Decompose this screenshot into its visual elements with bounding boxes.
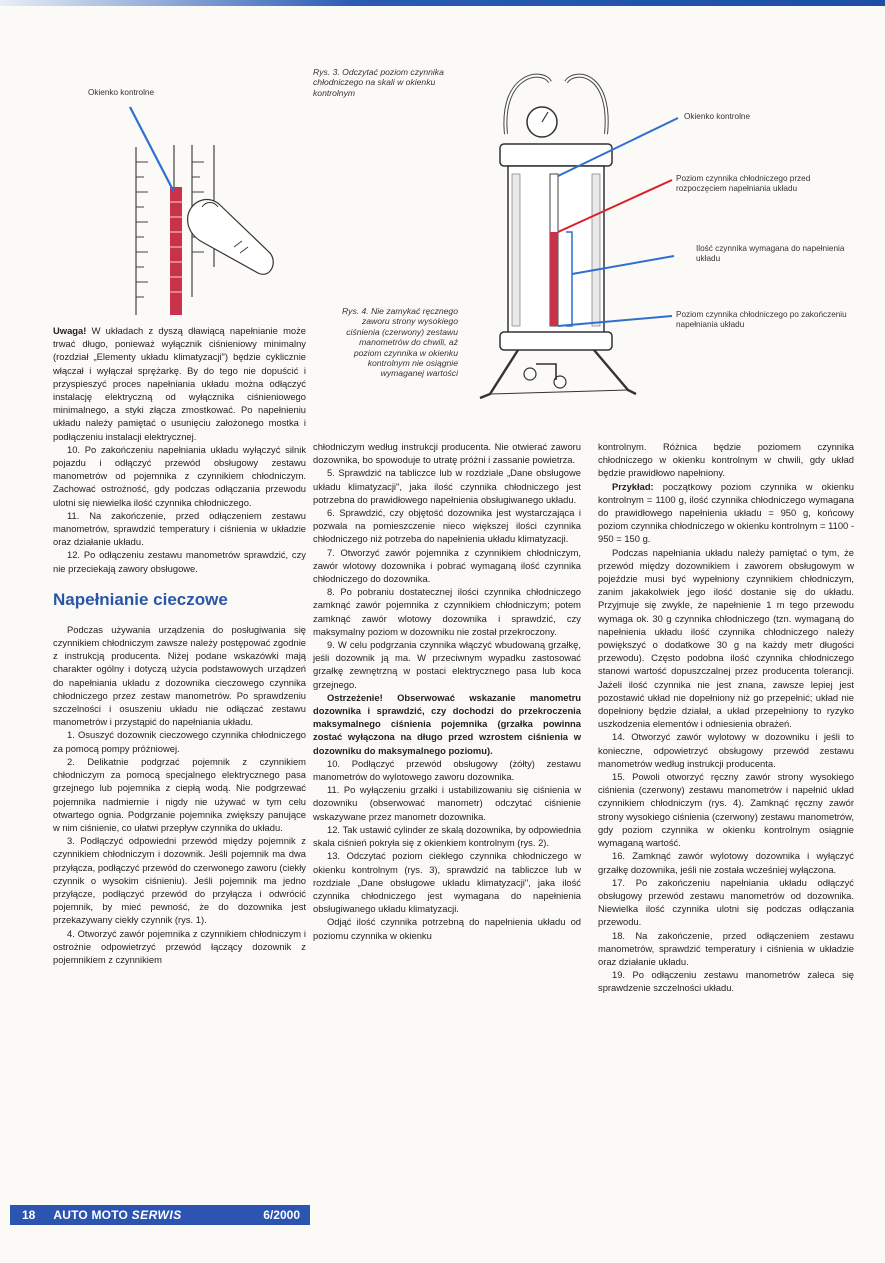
step-1: 1. Osuszyć dozownik cieczowego czynnika chłodniczego za pomocą pompy próżniowej. [53,729,306,754]
step-16: 16. Zamknąć zawór wylotowy dozownika i wyłączyć grzałkę dozownika, jeśli nie została wcześniej wyłączona. [598,850,854,875]
step-19: 19. Po odłączeniu zestawu manometrów zaleca się sprawdzenie szczelności układu. [598,969,854,994]
hose-paragraph: Podczas napełniania układu należy pamiętać o tym, że przewód między dozownikiem i zaworem obsługowym w pojeździe musi być wypełniony czynnikiem chłodniczym, zanim jakakolwiek jego ilość dostanie się do układu. Przyjmuje się zwykle, że napełnienie 1 m tego przewodu wymaga ok. 30 g czynnika chłodniczego (tzn. wymaganą do napełnienia układu ilość czynnika chłodniczego należy powiększyć o dodatkowe 30 g na każdy metr długości przewodu). Często podobna ilość czynnika chłodniczego stanowi wartość dopuszczalnej przez producenta tolerancji. Jażeli ilość czynnika nie jest znana, zawsze lepiej jest pozostawić układ nie dopełniony niż go przepełnić; układ nie dopełniony będzie działał, a układ przepełniony to ryzyko uszkodzenia elementów i odniesienia obrażeń. [598,546,854,730]
step-14: 14. Otworzyć zawór wylotowy w dozowniku i jeśli to konieczne, odpowietrzyć obsługowy przewód zestawu manometrów według instrukcji producenta. [598,731,854,769]
step-11: 11. Na zakończenie, przed odłączeniem zestawu manometrów, sprawdzić temperatury i ciśnienia w układzie oraz działanie układu. [53,509,306,548]
step-13: 13. Odczytać poziom ciekłego czynnika chłodniczego w okienku kontrolnym (rys. 3), sprawdzić na tabliczce lub w rozdziale „Dane obsługowe układu klimatyzacji", jaka ilość czynnika chłodniczego jest wymagana do napełnienia obsługiwanego układu klimatyzacji. [313,850,581,915]
step-7: 7. Otworzyć zawór pojemnika z czynnikiem chłodniczym, zawór wlotowy dozownika i pobrać wymaganą ilość czynnika chłodniczego do dozownika. [313,546,581,585]
step-10: 10. Po zakończeniu napełniania układu wyłączyć silnik pojazdu i odłączyć przewód obsługowy zestawu manometrów od pojemnika z czynnikiem chłodniczym. Zachować ostrożność, gdy podczas odłączania przewodu ulotni się niewielka ilość czynnika chłodniczego. [53,443,306,508]
figure-3 [64,67,310,322]
step-12b: 12. Tak ustawić cylinder ze skalą dozownika, by odpowiednia skala ciśnień pokryła się z okienkiem kontrolnym (rys. 2). [313,823,581,849]
refrigerant-column [170,187,182,315]
intro-paragraph: Podczas używania urządzenia do posługiwania się czynnikiem chłodniczym zawsze należy postępować zgodnie z instrukcją producenta. Niżej podane wskazówki mają charakter ogólny i dotyczą użycia podstawowych urządzeń do napełniania układu z dozownika cieczowego czynnika chłodniczego przez zestaw manometrów. Po sprawdzeniu szczelności i osuszeniu układu nie odłączać zestawu manometrów i przystąpić do napełniania układu. [53,623,306,728]
figure-4 [460,64,860,404]
pointer-line [130,107,174,192]
fig3-caption: Rys. 3. Odczytać poziom czynnika chłodniczego na skali w okienku kontrolnym [313,67,444,98]
fig4-label-2: Ilość czynnika wymagana do napełnienia układu [696,244,845,263]
step-6: 6. Sprawdzić, czy objętość dozownika jest wystarczająca i pozwala na pomieszczenie nieco większej ilości czynnika chłodniczego niż potrzeba do napełnienia układu klimatyzacji. [313,507,581,545]
fig4-caption: Rys. 4. Nie zamykać ręcznego zaworu strony wysokiego ciśnienia (czerwony) zestawu manometrów do chwili, aż poziom czynnika w okienku kontrolnym nie osiągnie wymaganej wartości [341,306,458,379]
col3-continuation: kontrolnym. Różnica będzie poziomem czynnika chłodniczego w okienku kontrolnym w chwili, gdy układ będzie prawidłowo napełniony. [598,441,854,479]
step-10b: 10. Podłączyć przewód obsługowy (żółty) zestawu manometrów do wylotowego zaworu dozownika. [313,757,581,783]
column-3 [598,440,854,995]
step-5: 5. Sprawdzić na tabliczce lub w rozdziale „Dane obsługowe układu klimatyzacji", jaka ilość czynnika chłodniczego jest potrzebna do prawidłowego napełnienia obsługiwanego układu. [313,467,581,505]
step-11b: 11. Po wyłączeniu grzałki i ustabilizowaniu się ciśnienia w dozowniku (obserwować manometr) odczytać ciśnienie wskazywane przez manometr dozownika. [313,784,581,822]
magazine-name: AUTO MOTO SERWIS [53,1208,182,1222]
step-8: 8. Po pobraniu dostatecznej ilości czynnika chłodniczego zamknąć zawór pojemnika z czynnikiem chłodniczym; potem zamknąć zawór wlotowy dozownika i sprawdzić, czy maksymalny poziom w dozowniku nie został przekroczony. [313,586,581,637]
step-2: 2. Delikatnie podgrzać pojemnik z czynnikiem chłodniczym za pomocą specjalnego elektrycznego pasa grzejnego lub pojemnika z ciepłą wodą. Nie podgrzewać pojemnika nadmiernie i nigdy nie używać w tym celu otwartego ognia. Podgrzanie pojemnika zwiększy panujące w nim ciśnienie, co ułatwi przepływ czynnika do układu. [53,755,306,833]
warning-block: Ostrzeżenie! Obserwować wskazanie manometru dozownika i sprawdzić, czy dochodzi do przekroczenia maksymalnego ciśnienia pojemnika (grzałka powinna zostać wyłączona na długo przed wzrostem ciśnienia w dozowniku do maksymalnego poziomu). [313,691,581,756]
issue-number: 6/2000 [263,1208,300,1222]
step-15: 15. Powoli otworzyć ręczny zawór strony wysokiego ciśnienia (czerwony) zestawu manometrów i napełnić układ czynnikiem chłodniczym (rys. 4). Zamknąć ręczny zawór strony wysokiego ciśnienia (czerwony) zestawu manometrów, gdy poziom czynnika w okienku kontrolnym osiągnie wymaganą wartość. [598,771,854,849]
fig4-label-3: Poziom czynnika chłodniczego po zakończeniu napełniania układu [676,310,847,329]
fig3-label-control-window: Okienko kontrolne [88,88,154,97]
figure-3-drawing [64,67,310,322]
footer-bar [10,1205,310,1225]
warning-paragraph: Uwaga! W układach z dyszą dławiącą napełnianie może trwać długo, ponieważ wyłącznik ciśnieniowy minimalny (rozdział „Elementy układu klimatyzacji") będzie cyklicznie włączał i wyłączał sprężarkę. By do tego nie dopuścić i przyspieszyć proces napełniania układu można odłączyć instalację elektryczną od wyłącznika ciśnieniowego minimalnego, a styki złącza zmostkować. Po napełnieniu układu należy pamiętać o usunięciu założonego mostka i podłączeniu instalacji elektrycznej. [53,325,306,442]
step-18: 18. Na zakończenie, przed odłączeniem zestawu manometrów, sprawdzić temperatury i ciśnienia w układzie oraz działanie układu. [598,929,854,967]
fig4-label-1: Poziom czynnika chłodniczego przed rozpoczęciem napełniania układu [676,174,811,193]
column-2 [313,440,581,942]
top-color-bar [0,0,885,6]
step-3: 3. Podłączyć odpowiedni przewód między pojemnik z czynnikiem chłodniczym i dozownik. Jeśli pojemnik ma dwa przyłącza, podłączyć przewód do czerwonego zaworu (ciekły czynnik o wysokim ciśnieniu). Jeśli pojemnik ma jedno przyłącze, podłączyć przewód do przyłącza i odwrócić pojemnik, by mieć pewność, że do dozownika jest przekazywany ciekły czynnik (rys. 1). [53,835,306,926]
page-number: 18 [22,1208,36,1222]
finger-drawing [188,200,274,275]
refrigerant-level [550,232,558,326]
step-12: 12. Po odłączeniu zestawu manometrów sprawdzić, czy nie przeciekają zawory obsługowe. [53,549,306,574]
column-1 [53,324,306,966]
step-4: 4. Otworzyć zawór pojemnika z czynnikiem chłodniczym i ostrożnie odpowietrzyć przewód łączący dozownik z pojemnikiem z czynnikiem [53,927,306,965]
example-paragraph: Przykład: początkowy poziom czynnika w okienku kontrolnym = 1100 g, ilość czynnika chłodniczego wymagana do prawidłowego napełnienia układu = 950 g, końcowy poziom czynnika chłodniczego w okienku kontrolnym = 1100 - 950 = 150 g. [598,480,854,545]
step-9: 9. W celu podgrzania czynnika włączyć wbudowaną grzałkę, jeśli dozownik ją ma. W przeciwnym wypadku zastosować grzałkę zewnętrzną w postaci elektrycznego pasa lub koca grzejnego. [313,639,581,690]
col2-continuation: chłodniczym według instrukcji producenta. Nie otwierać zaworu dozownika, bo spowoduje to utratę próżni i zassanie powietrza. [313,441,581,466]
fig4-label-0: Okienko kontrolne [684,112,750,121]
section-heading: Napełnianie cieczowe [53,589,228,609]
step-13-continued: Odjąć ilość czynnika potrzebną do napełnienia układu od poziomu czynnika w okienku [313,916,581,941]
step-17: 17. Po zakończeniu napełniania układu odłączyć obsługowy przewód zestawu manometrów od dozownika. Niewielka ilość czynnika ulotni się podczas odłączania przewodu. [598,876,854,928]
